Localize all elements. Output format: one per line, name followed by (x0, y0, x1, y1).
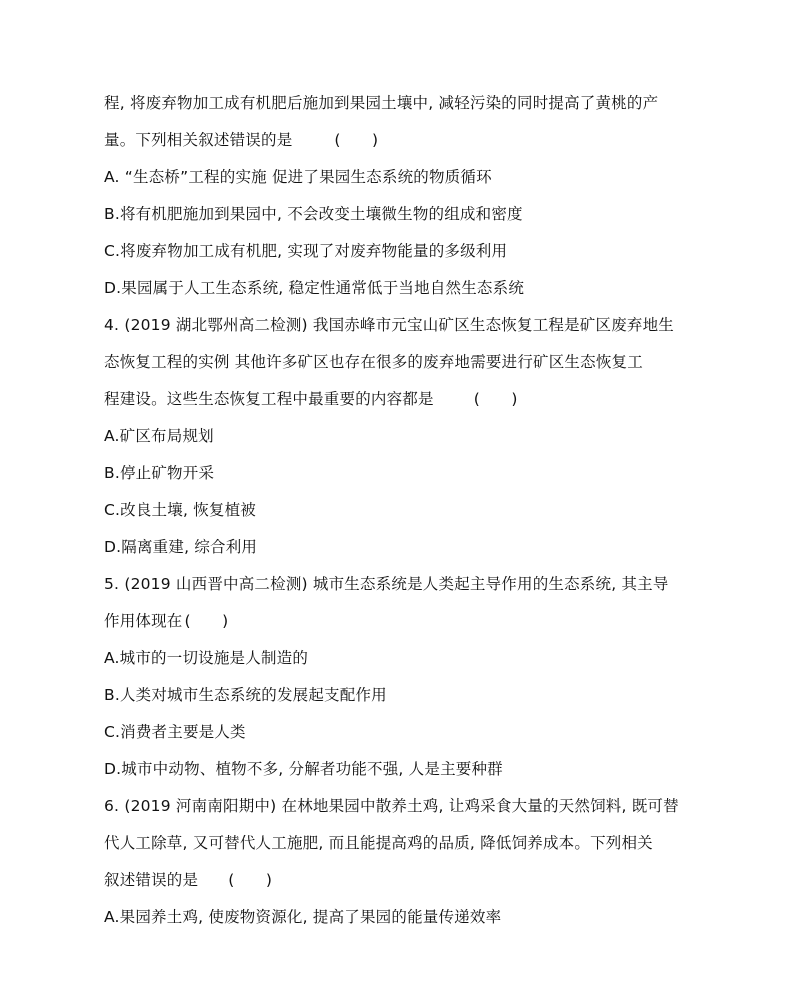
q5-stem-line-2 (104, 610, 228, 632)
q4-stem-line-2: 态恢复工程的实例 其他许多矿区也存在很多的废弃地需要进行矿区生态恢复工 (104, 353, 643, 371)
q6-option-a: A.果园养土鸡, 使废物资源化, 提高了果园的能量传递效率 (104, 908, 502, 926)
q3-option-d: D.果园属于人工生态系统, 稳定性通常低于当地自然生态系统 (104, 279, 525, 297)
q5-option-c: C.消费者主要是人类 (104, 723, 246, 741)
q6-answer-paren: ( ) (228, 871, 273, 889)
q5-option-b: B.人类对城市生态系统的发展起支配作用 (104, 686, 387, 704)
q5-option-d: D.城市中动物、植物不多, 分解者功能不强, 人是主要种群 (104, 760, 503, 778)
q4-option-c: C.改良土壤, 恢复植被 (104, 501, 257, 519)
q3-stem-text: 量。下列相关叙述错误的是 (104, 131, 293, 149)
q4-stem-text: 程建设。这些生态恢复工程中最重要的内容都是 (104, 390, 434, 408)
q6-stem-text: 叙述错误的是 (104, 871, 199, 889)
q4-option-b: B.停止矿物开采 (104, 464, 215, 482)
q4-stem-line-1: 4. (2019 湖北鄂州高二检测) 我国赤峰市元宝山矿区生态恢复工程是矿区废弃地生 (104, 316, 675, 334)
q3-stem-line-2 (104, 129, 378, 151)
q5-stem-text: 作用体现在 (104, 612, 183, 630)
q4-answer-paren: ( ) (473, 390, 518, 408)
q3-option-c: C.将废弃物加工成有机肥, 实现了对废弃物能量的多级利用 (104, 242, 508, 260)
q6-stem-line-2: 代人工除草, 又可替代人工施肥, 而且能提高鸡的品质, 降低饲养成本。下列相关 (104, 834, 653, 852)
q4-option-a: A.矿区布局规划 (104, 427, 214, 445)
q4-option-d: D.隔离重建, 综合利用 (104, 538, 258, 556)
q3-stem-line-1: 程, 将废弃物加工成有机肥后施加到果园土壤中, 减轻污染的同时提高了黄桃的产 (104, 94, 659, 112)
q4-stem-line-3 (104, 388, 518, 410)
q5-stem-line-1: 5. (2019 山西晋中高二检测) 城市生态系统是人类起主导作用的生态系统, 其主导 (104, 575, 669, 593)
q6-stem-line-1: 6. (2019 河南南阳期中) 在林地果园中散养土鸡, 让鸡采食大量的天然饲料, 既可替 (104, 797, 679, 815)
q3-answer-paren: ( ) (334, 131, 379, 149)
q3-option-a: A. “生态桥”工程的实施 促进了果园生态系统的物质循环 (104, 168, 492, 186)
q6-stem-line-3 (104, 869, 272, 891)
q5-answer-paren: ( ) (184, 612, 229, 630)
q3-option-b: B.将有机肥施加到果园中, 不会改变土壤微生物的组成和密度 (104, 205, 523, 223)
q5-option-a: A.城市的一切设施是人制造的 (104, 649, 309, 667)
